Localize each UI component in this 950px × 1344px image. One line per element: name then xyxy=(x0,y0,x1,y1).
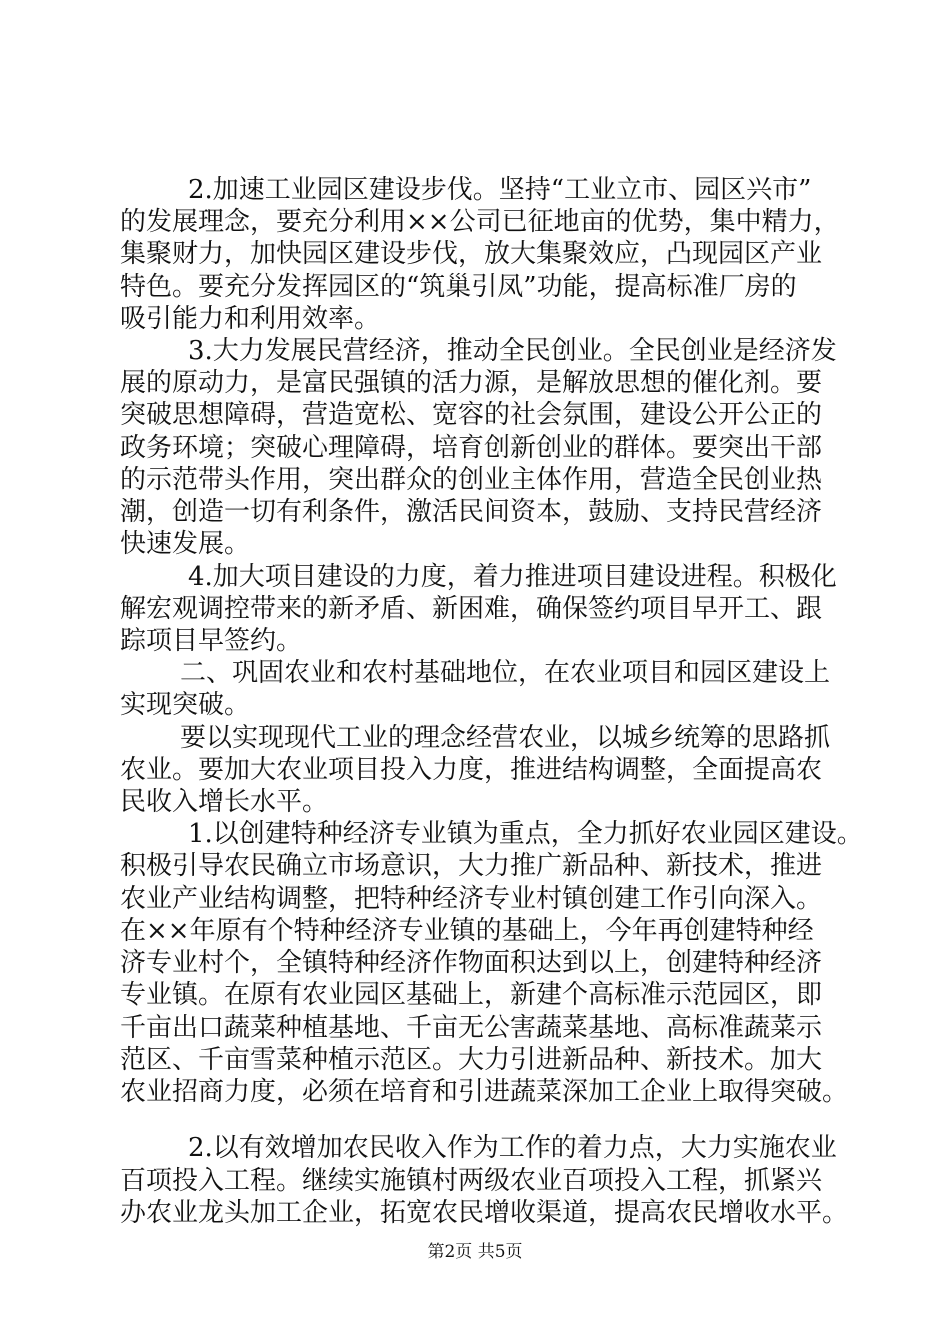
section-heading-line: 实现突破。 xyxy=(120,690,251,721)
paragraph-line: 2.以有效增加农民收入作为工作的着力点，大力实施农业 xyxy=(188,1133,837,1164)
paragraph-line: 解宏观调控带来的新矛盾、新困难，确保签约项目早开工、跟 xyxy=(120,593,823,624)
paragraph-line: 专业镇。在原有农业园区基础上，新建个高标准示范园区，即 xyxy=(120,980,823,1011)
paragraph-line: 农业招商力度，必须在培育和引进蔬菜深加工企业上取得突破。 xyxy=(120,1076,849,1107)
paragraph-line: 集聚财力，加快园区建设步伐，放大集聚效应，凸现园区产业 xyxy=(120,239,823,270)
paragraph-line: 农业。要加大农业项目投入力度，推进结构调整，全面提高农 xyxy=(120,754,823,785)
paragraph-line: 特色。要充分发挥园区的“筑巢引凤”功能，提高标准厂房的 xyxy=(120,271,797,302)
paragraph-line: 政务环境；突破心理障碍，培育创新创业的群体。要突出干部 xyxy=(120,432,823,463)
paragraph-line: 民收入增长水平。 xyxy=(120,787,329,818)
paragraph-line: 展的原动力，是富民强镇的活力源，是解放思想的催化剂。要 xyxy=(120,368,823,399)
paragraph-line: 潮，创造一切有利条件，激活民间资本，鼓励、支持民营经济 xyxy=(120,497,823,528)
paragraph-line: 在××年原有个特种经济专业镇的基础上，今年再创建特种经 xyxy=(120,915,814,946)
paragraph-line: 快速发展。 xyxy=(120,529,251,560)
paragraph-line: 的发展理念，要充分利用××公司已征地亩的优势，集中精力， xyxy=(120,207,840,238)
section-heading-line: 二、巩固农业和农村基础地位，在农业项目和园区建设上 xyxy=(180,658,831,689)
paragraph-line: 积极引导农民确立市场意识，大力推广新品种、新技术，推进 xyxy=(120,851,823,882)
paragraph-line: 的示范带头作用，突出群众的创业主体作用，营造全民创业热 xyxy=(120,464,823,495)
paragraph-line: 百项投入工程。继续实施镇村两级农业百项投入工程，抓紧兴 xyxy=(120,1165,823,1196)
paragraph-line: 4.加大项目建设的力度，着力推进项目建设进程。积极化 xyxy=(188,561,837,592)
paragraph-line: 突破思想障碍，营造宽松、宽容的社会氛围，建设公开公正的 xyxy=(120,400,823,431)
paragraph-line: 1.以创建特种经济专业镇为重点，全力抓好农业园区建设。 xyxy=(188,819,863,850)
paragraph-line: 3.大力发展民营经济，推动全民创业。全民创业是经济发 xyxy=(188,336,837,367)
page-number: 第2页 共5页 xyxy=(427,1242,523,1262)
paragraph-line: 要以实现现代工业的理念经营农业，以城乡统筹的思路抓 xyxy=(180,722,831,753)
paragraph-line: 2.加速工业园区建设步伐。坚持“工业立市、园区兴市” xyxy=(188,175,812,205)
paragraph-line: 千亩出口蔬菜种植基地、千亩无公害蔬菜基地、高标准蔬菜示 xyxy=(120,1012,823,1043)
paragraph-line: 农业产业结构调整，把特种经济专业村镇创建工作引向深入。 xyxy=(120,883,823,914)
paragraph-line: 办农业龙头加工企业，拓宽农民增收渠道，提高农民增收水平。 xyxy=(120,1197,849,1228)
paragraph-line: 范区、千亩雪菜种植示范区。大力引进新品种、新技术。加大 xyxy=(120,1044,823,1075)
paragraph-line: 吸引能力和利用效率。 xyxy=(120,303,381,334)
paragraph-line: 踪项目早签约。 xyxy=(120,625,303,656)
paragraph-line: 济专业村个，全镇特种经济作物面积达到以上，创建特种经济 xyxy=(120,948,823,979)
